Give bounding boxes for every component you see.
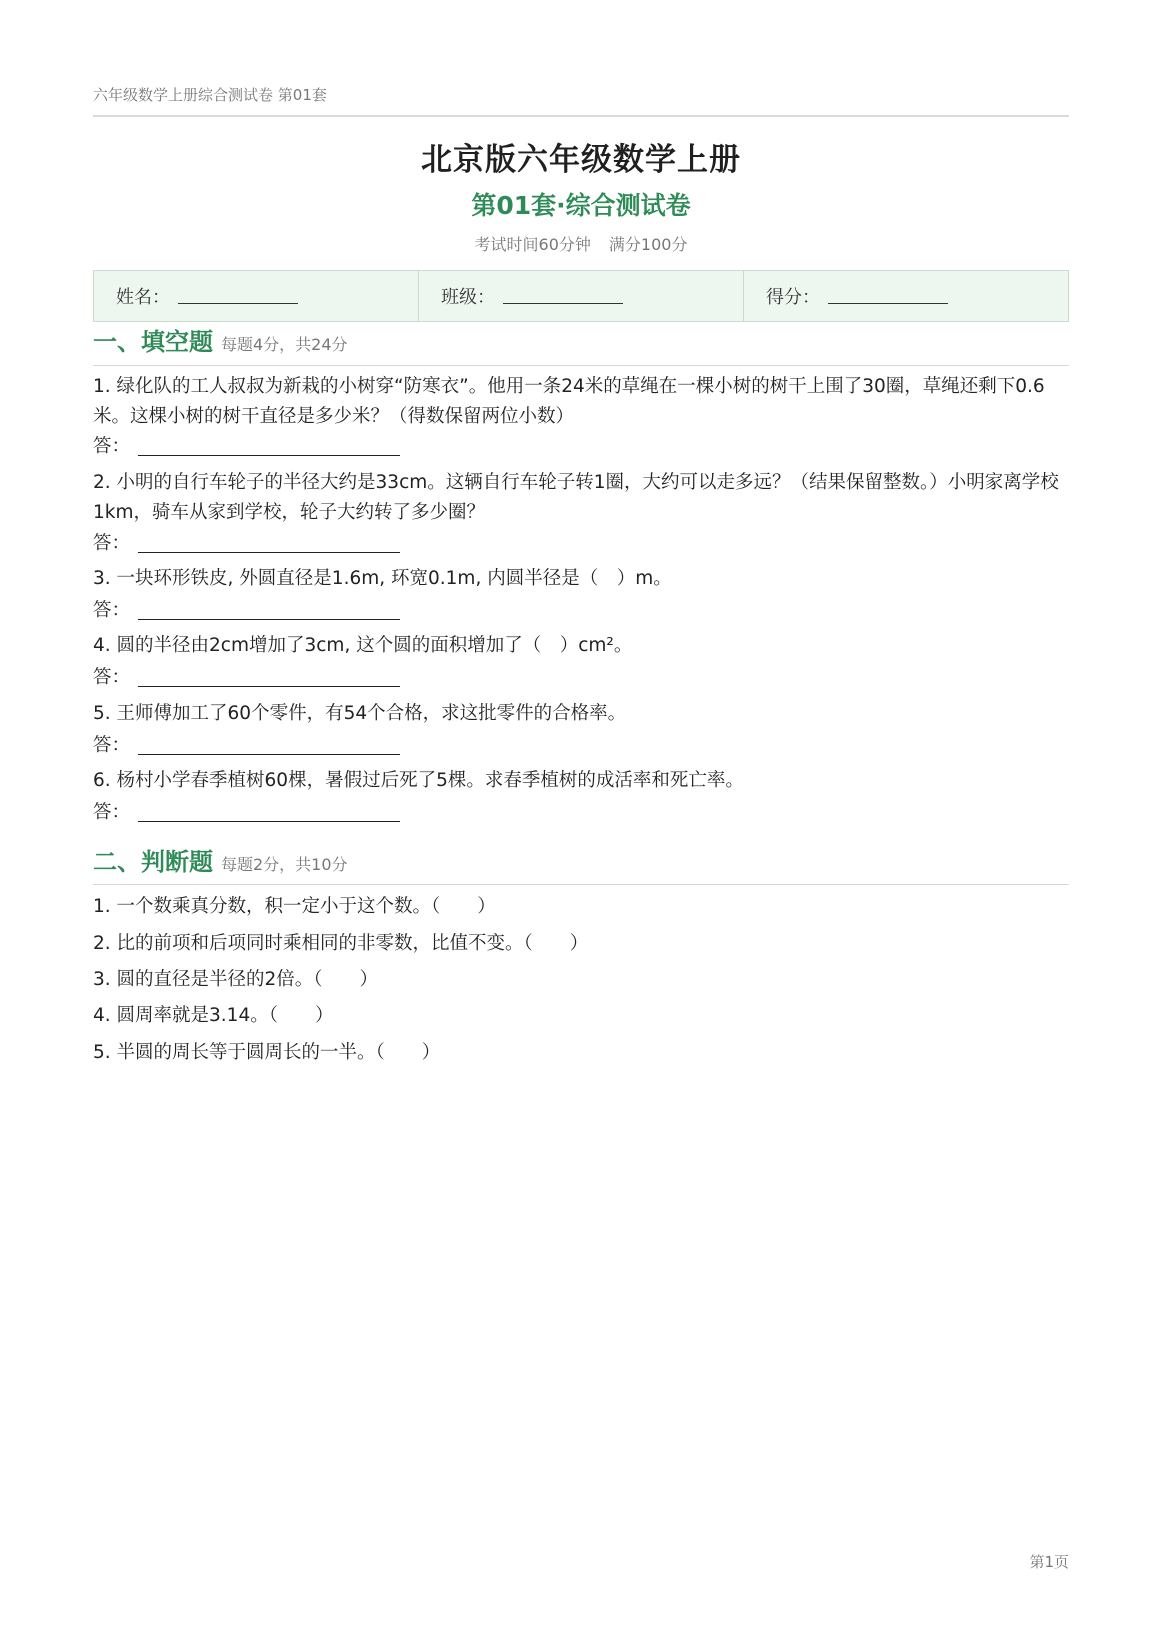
header-divider — [93, 115, 1069, 117]
question-3: 3. 一块环形铁皮, 外圆直径是1.6m, 环宽0.1m, 内圆半径是（ ）m。 — [93, 568, 672, 589]
answer-row-6 — [93, 798, 400, 824]
answer-label: 答： — [93, 735, 131, 756]
answer-blank-3[interactable] — [138, 619, 400, 620]
tf-question-3: 3. 圆的直径是半径的2倍。（ ） — [93, 969, 379, 990]
tf-question-5: 5. 半圆的周长等于圆周长的一半。（ ） — [93, 1042, 441, 1063]
answer-label: 答： — [93, 436, 131, 457]
exam-time: 考试时间60分钟 — [474, 235, 591, 254]
answer-row-3 — [93, 596, 400, 622]
class-label: 班级： — [441, 287, 495, 308]
question-6: 6. 杨村小学春季植树60棵，暑假过后死了5棵。求春季植树的成活率和死亡率。 — [93, 770, 744, 791]
exam-meta — [93, 232, 1069, 255]
section-title: 一、填空题 — [93, 328, 213, 356]
answer-label: 答： — [93, 600, 131, 621]
page-title: 北京版六年级数学上册 — [421, 142, 741, 178]
question-4: 4. 圆的半径由2cm增加了3cm, 这个圆的面积增加了（ ）cm²。 — [93, 635, 633, 656]
running-header: 六年级数学上册综合测试卷 第01套 — [93, 86, 327, 104]
student-info-table — [93, 270, 1069, 322]
section-fill-blank-heading — [93, 322, 1069, 357]
section-title: 二、判断题 — [93, 848, 213, 876]
answer-row-5 — [93, 731, 400, 757]
tf-question-1: 1. 一个数乘真分数，积一定小于这个数。（ ） — [93, 896, 496, 917]
answer-row-1 — [93, 432, 400, 458]
score-label: 得分： — [766, 287, 820, 308]
name-blank[interactable] — [178, 303, 298, 304]
question-5: 5. 王师傅加工了60个零件，有54个合格，求这批零件的合格率。 — [93, 703, 627, 724]
section-divider — [93, 884, 1069, 885]
section-true-false-heading — [93, 842, 1069, 877]
answer-blank-6[interactable] — [138, 821, 400, 822]
exam-full-score: 满分100分 — [608, 235, 688, 254]
section-note: 每题2分，共10分 — [221, 855, 348, 874]
answer-label: 答： — [93, 667, 131, 688]
tf-question-4: 4. 圆周率就是3.14。（ ） — [93, 1005, 334, 1026]
answer-blank-2[interactable] — [138, 552, 400, 553]
page-subtitle: 第01套·综合测试卷 — [471, 191, 691, 220]
answer-row-4 — [93, 663, 400, 689]
class-cell — [418, 271, 743, 321]
answer-blank-4[interactable] — [138, 686, 400, 687]
question-2: 2. 小明的自行车轮子的半径大约是33cm。这辆自行车轮子转1圈，大约可以走多远？（结果保留整数。）小明家离学校1km，骑车从家到学校，轮子大约转了多少圈？ — [93, 472, 1059, 523]
score-blank[interactable] — [828, 303, 948, 304]
answer-blank-5[interactable] — [138, 754, 400, 755]
answer-label: 答： — [93, 533, 131, 554]
score-cell — [743, 271, 1068, 321]
name-cell — [94, 271, 418, 321]
name-label: 姓名： — [116, 287, 170, 308]
question-1: 1. 绿化队的工人叔叔为新栽的小树穿“防寒衣”。他用一条24米的草绳在一棵小树的树干上围了30圈，草绳还剩下0.6米。这棵小树的树干直径是多少米？（得数保留两位小数） — [93, 376, 1045, 427]
section-note: 每题4分，共24分 — [221, 335, 348, 354]
class-blank[interactable] — [503, 303, 623, 304]
answer-label: 答： — [93, 802, 131, 823]
answer-row-2 — [93, 529, 400, 555]
tf-question-2: 2. 比的前项和后项同时乘相同的非零数，比值不变。（ ） — [93, 933, 589, 954]
section-divider — [93, 365, 1069, 366]
answer-blank-1[interactable] — [138, 455, 400, 456]
page-number: 第1页 — [1029, 1553, 1069, 1571]
